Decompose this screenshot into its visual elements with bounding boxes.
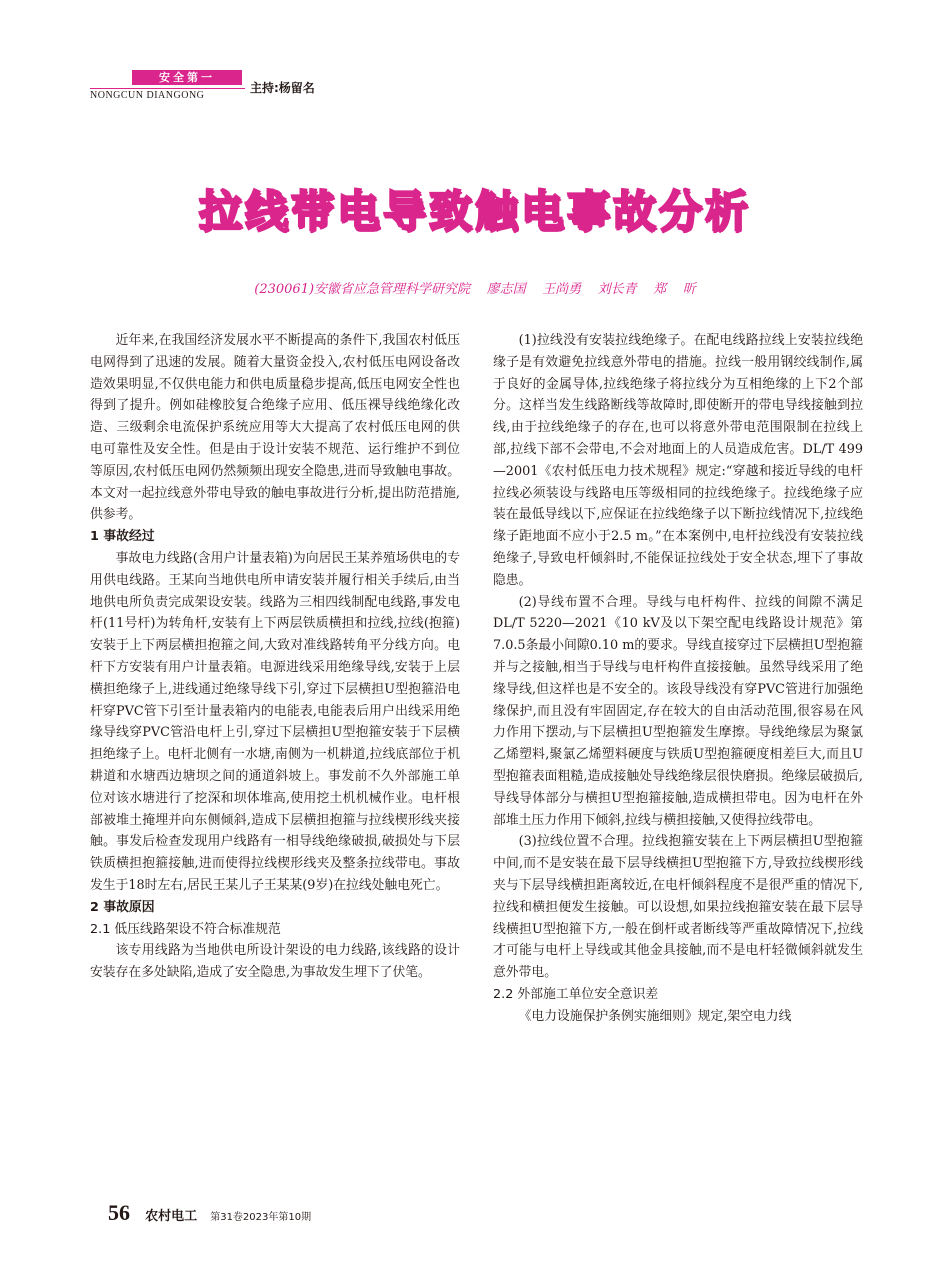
cause-item-3: (3)拉线位置不合理。拉线抱箍安装在上下两层横担U型抱箍中间,而不是安装在最下层导线横担U型抱箍下方,导致拉线楔形线夹与下层导线横担距离较近,在电杆倾斜程度不是很严重的情况下,拉线和横担便发生接触。可以设想,如果拉线抱箍安装在最下层导线横担U型抱箍下方,一般在倒杆或者断线等严重故障情况下,拉线才可能与电杆上导线或其他金具接触,而不是电杆轻微倾斜就发生意外带电。 <box>493 834 863 981</box>
page-footer <box>108 1200 311 1226</box>
left-column <box>90 330 460 984</box>
article-title: 拉线带电导致触电事故分析 <box>199 187 751 237</box>
cause-paragraph: 该专用线路为当地供电所设计架设的电力线路,该线路的设计安装存在多处缺陷,造成了安全隐患,为事故发生埋下了伏笔。 <box>90 943 460 981</box>
header-rule <box>90 88 245 89</box>
section-heading-2: 2 事故原因 <box>90 899 155 915</box>
cause-item-1: (1)拉线没有安装拉线绝缘子。在配电线路拉线上安装拉线绝缘子是有效避免拉线意外带电的措施。拉线一般用钢绞线制作,属于良好的金属导体,拉线绝缘子将拉线分为互相绝缘的上下2个部分。这样当发生线路断线等故障时,即使断开的带电导线接触到拉线,由于拉线绝缘子的存在,也可以将意外带电范围限制在拉线上部,拉线下部不会带电,不会对地面上的人员造成危害。DL/T 499—2001《农村低压电力技术规程》规定:“穿越和接近导线的电杆拉线必须装设与线路电压等级相同的拉线绝缘子。拉线绝缘子应装在最低导线以下,应保证在拉线绝缘子以下断拉线情况下,拉线绝缘子距地面不应小于2.5 m。”在本案例中,电杆拉线没有安装拉线绝缘子,导致电杆倾斜时,不能保证拉线处于安全状态,埋下了事故隐患。 <box>493 333 863 588</box>
page-number: 56 <box>108 1200 130 1225</box>
journal-name: 农村电工 <box>145 1209 198 1224</box>
regulation-paragraph: 《电力设施保护条例实施细则》规定,架空电力线 <box>518 1008 792 1024</box>
accident-paragraph: 事故电力线路(含用户计量表箱)为向居民王某养殖场供电的专用供电线路。王某向当地供电所申请安装并履行相关手续后,由当地供电所负责完成架设安装。线路为三相四线制配电线路,事发电杆(11号杆)为转角杆,安装有上下两层铁质横担和拉线,拉线(抱箍)安装于上下两层横担抱箍之间,大致对准线路转角平分线方向。电杆下方安装有用户计量表箱。电源进线采用绝缘导线,安装于上层横担绝缘子上,进线通过绝缘导线下引,穿过下层横担U型抱箍沿电杆穿PVC管下引至计量表箱内的电能表,电能表后用户出线采用绝缘导线穿PVC管沿电杆上引,穿过下层横担U型抱箍安装于下层横担绝缘子上。电杆北侧有一水塘,南侧为一机耕道,拉线底部位于机耕道和水塘西边塘坝之间的通道斜坡上。事发前不久外部施工单位对该水塘进行了挖深和坝体堆高,使用挖土机机械作业。电杆根部被堆土掩埋并向东侧倾斜,造成下层横担抱箍与拉线楔形线夹接触。事发后检查发现用户线路有一相导线绝缘破损,破损处与下层铁质横担抱箍接触,进而使得拉线楔形线夹及整条拉线带电。事故发生于18时左右,居民王某儿子王某某(9岁)在拉线处触电死亡。 <box>90 550 460 893</box>
journal-issue: 第31卷2023年第10期 <box>210 1212 312 1223</box>
right-column <box>493 330 863 1028</box>
section-heading-1: 1 事故经过 <box>90 529 155 545</box>
article-authors: (230061)安徽省应急管理科学研究院 廖志国 王尚勇 刘长青 郑 昕 <box>254 282 696 297</box>
intro-paragraph: 近年来,在我国经济发展水平不断提高的条件下,我国农村低压电网得到了迅速的发展。随着大量资金投入,农村低压电网设备改造效果明显,不仅供电能力和供电质量稳步提高,低压电网安全性也得到了提升。例如硅橡胶复合绝缘子应用、低压裸导线绝缘化改造、三级剩余电流保护系统应用等大大提高了农村低压电网的供电可靠性及安全性。但是由于设计安装不规范、运行维护不到位等原因,农村低压电网仍然频频出现安全隐患,进而导致触电事故。本文对一起拉线意外带电导致的触电事故进行分析,提出防范措施,供参考。 <box>90 333 460 523</box>
cause-item-2: (2)导线布置不合理。导线与电杆构件、拉线的间隙不满足DL/T 5220—2021《10 kV及以下架空配电线路设计规范》第7.0.5条最小间隙0.10 m的要求。导线直接穿过下层横担U型抱箍并与之接触,相当于导线与电杆构件直接接触。虽然导线采用了绝缘导线,但这样也是不安全的。该段导线没有穿PVC管进行加强绝缘保护,而且没有牢固固定,存在较大的自由活动范围,很容易在风力作用下摆动,与下层横担U型抱箍发生摩擦。导线绝缘层为聚氯乙烯塑料,聚氯乙烯塑料硬度与铁质U型抱箍硬度相差巨大,而且U型抱箍表面粗糙,造成接触处导线绝缘层很快磨损。绝缘层破损后,导线导体部分与横担U型抱箍接触,造成横担带电。因为电杆在外部堆土压力作用下倾斜,拉线与横担接触,又使得拉线带电。 <box>493 594 863 828</box>
host-name: 主持:杨留名 <box>250 81 315 95</box>
section-tag: 安全第一 <box>132 70 242 85</box>
subsection-heading-2-1: 2.1 低压线路架设不符合标准规范 <box>90 921 281 937</box>
section-english-label: NONGCUN DIANGONG <box>90 90 205 101</box>
subsection-heading-2-2: 2.2 外部施工单位安全意识差 <box>493 986 659 1002</box>
